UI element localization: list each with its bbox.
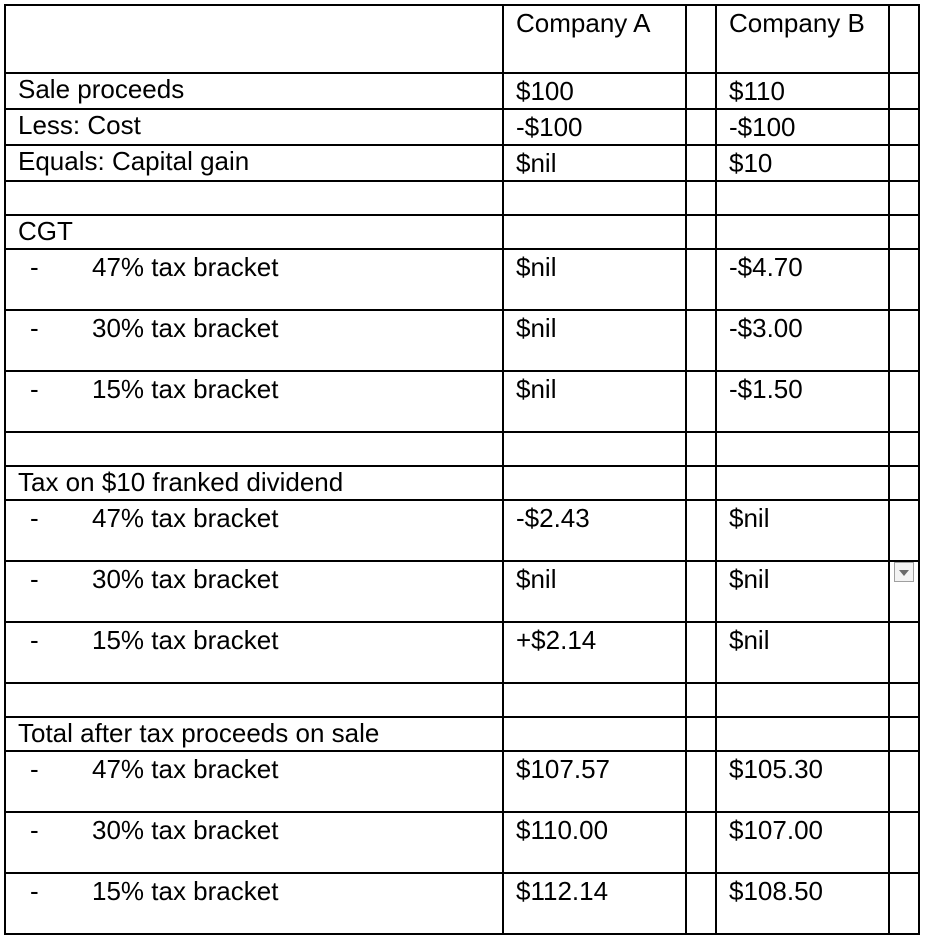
end-cell[interactable] xyxy=(889,215,919,249)
table-row xyxy=(5,310,919,371)
empty-cell[interactable] xyxy=(503,466,686,500)
empty-cell[interactable] xyxy=(716,215,889,249)
row-label[interactable] xyxy=(5,561,503,622)
gap-cell[interactable] xyxy=(686,561,716,622)
company-a-value[interactable]: $nil xyxy=(503,310,686,371)
row-label[interactable]: Less: Cost xyxy=(5,109,503,145)
empty-cell[interactable] xyxy=(503,181,686,215)
row-label[interactable] xyxy=(5,249,503,310)
company-a-value[interactable]: $107.57 xyxy=(503,751,686,812)
table-row xyxy=(5,249,919,310)
chevron-down-icon[interactable] xyxy=(894,562,914,582)
section-row xyxy=(5,215,919,249)
bracket-label: 47% tax bracket xyxy=(92,754,279,784)
gap-cell[interactable] xyxy=(686,310,716,371)
row-label[interactable] xyxy=(5,873,503,934)
gap-cell[interactable] xyxy=(686,466,716,500)
bracket-label: 15% tax bracket xyxy=(92,876,279,906)
table-row xyxy=(5,812,919,873)
empty-cell[interactable] xyxy=(503,683,686,717)
section-label[interactable]: CGT xyxy=(5,215,503,249)
end-cell[interactable] xyxy=(889,249,919,310)
gap-cell[interactable] xyxy=(686,73,716,109)
gap-cell[interactable] xyxy=(686,145,716,181)
table-row xyxy=(5,622,919,683)
gap-cell[interactable] xyxy=(686,873,716,934)
list-dash: - xyxy=(30,815,39,845)
bracket-label: 30% tax bracket xyxy=(92,815,279,845)
empty-cell[interactable] xyxy=(5,181,503,215)
list-dash: - xyxy=(30,374,39,404)
end-cell[interactable] xyxy=(889,310,919,371)
row-label[interactable] xyxy=(5,371,503,432)
bracket-label: 15% tax bracket xyxy=(92,625,279,655)
bracket-label: 30% tax bracket xyxy=(92,564,279,594)
end-cell[interactable] xyxy=(889,466,919,500)
header-company-a[interactable]: Company A xyxy=(503,5,686,73)
header-company-b[interactable]: Company B xyxy=(716,5,889,73)
bracket-label: 15% tax bracket xyxy=(92,374,279,404)
company-b-value[interactable]: $105.30 xyxy=(716,751,889,812)
gap-cell[interactable] xyxy=(686,215,716,249)
company-a-value[interactable]: +$2.14 xyxy=(503,622,686,683)
row-label[interactable] xyxy=(5,500,503,561)
gap-cell[interactable] xyxy=(686,683,716,717)
table-row xyxy=(5,561,919,622)
empty-cell[interactable] xyxy=(503,215,686,249)
company-a-value[interactable]: -$100 xyxy=(503,109,686,145)
end-cell[interactable] xyxy=(889,683,919,717)
bracket-label: 47% tax bracket xyxy=(92,503,279,533)
gap-cell[interactable] xyxy=(686,717,716,751)
empty-cell[interactable] xyxy=(716,181,889,215)
gap-cell[interactable] xyxy=(686,249,716,310)
end-cell[interactable] xyxy=(889,500,919,561)
company-b-value[interactable]: -$100 xyxy=(716,109,889,145)
tax-comparison-table xyxy=(4,4,920,935)
empty-cell[interactable] xyxy=(503,432,686,466)
gap-cell[interactable] xyxy=(686,181,716,215)
gap-cell[interactable] xyxy=(686,812,716,873)
end-cell[interactable] xyxy=(889,812,919,873)
company-b-value[interactable]: $nil xyxy=(716,561,889,622)
row-label[interactable]: Equals: Capital gain xyxy=(5,145,503,181)
end-cell[interactable] xyxy=(889,622,919,683)
end-cell[interactable] xyxy=(889,181,919,215)
table-row xyxy=(5,873,919,934)
empty-cell[interactable] xyxy=(716,466,889,500)
empty-cell[interactable] xyxy=(5,683,503,717)
empty-cell[interactable] xyxy=(716,717,889,751)
end-cell[interactable] xyxy=(889,145,919,181)
company-b-value[interactable]: -$4.70 xyxy=(716,249,889,310)
company-a-value[interactable]: $nil xyxy=(503,249,686,310)
table-row xyxy=(5,73,919,109)
company-b-value[interactable]: $108.50 xyxy=(716,873,889,934)
section-label[interactable]: Tax on $10 franked dividend xyxy=(5,466,503,500)
table-row xyxy=(5,109,919,145)
list-dash: - xyxy=(30,564,39,594)
company-b-value[interactable]: $nil xyxy=(716,500,889,561)
table-row xyxy=(5,500,919,561)
company-b-value[interactable]: $nil xyxy=(716,622,889,683)
end-cell[interactable] xyxy=(889,5,919,73)
bracket-label: 47% tax bracket xyxy=(92,252,279,282)
empty-cell[interactable] xyxy=(503,717,686,751)
company-a-value[interactable]: $112.14 xyxy=(503,873,686,934)
gap-cell[interactable] xyxy=(686,109,716,145)
spacer-row xyxy=(5,181,919,215)
end-cell[interactable] xyxy=(889,717,919,751)
empty-cell[interactable] xyxy=(716,432,889,466)
table-row xyxy=(5,371,919,432)
company-a-value[interactable]: $100 xyxy=(503,73,686,109)
end-cell[interactable] xyxy=(889,109,919,145)
gap-cell[interactable] xyxy=(686,5,716,73)
list-dash: - xyxy=(30,503,39,533)
gap-cell[interactable] xyxy=(686,371,716,432)
company-a-value[interactable]: $nil xyxy=(503,371,686,432)
company-b-value[interactable]: -$3.00 xyxy=(716,310,889,371)
gap-cell[interactable] xyxy=(686,432,716,466)
bracket-label: 30% tax bracket xyxy=(92,313,279,343)
company-b-value[interactable]: -$1.50 xyxy=(716,371,889,432)
table-row xyxy=(5,145,919,181)
end-cell[interactable] xyxy=(889,73,919,109)
row-label[interactable] xyxy=(5,751,503,812)
gap-cell[interactable] xyxy=(686,500,716,561)
company-b-value[interactable]: $107.00 xyxy=(716,812,889,873)
company-a-value[interactable]: $110.00 xyxy=(503,812,686,873)
row-label[interactable] xyxy=(5,812,503,873)
spacer-row xyxy=(5,432,919,466)
header-row xyxy=(5,5,919,73)
list-dash: - xyxy=(30,876,39,906)
section-label[interactable]: Total after tax proceeds on sale xyxy=(5,717,503,751)
list-dash: - xyxy=(30,313,39,343)
gap-cell[interactable] xyxy=(686,751,716,812)
row-label[interactable] xyxy=(5,622,503,683)
company-b-value[interactable]: $10 xyxy=(716,145,889,181)
empty-cell[interactable] xyxy=(716,683,889,717)
end-cell[interactable] xyxy=(889,432,919,466)
end-cell[interactable] xyxy=(889,751,919,812)
section-row xyxy=(5,466,919,500)
list-dash: - xyxy=(30,754,39,784)
company-a-value[interactable]: $nil xyxy=(503,145,686,181)
row-label[interactable] xyxy=(5,310,503,371)
header-blank-cell[interactable] xyxy=(5,5,503,73)
list-dash: - xyxy=(30,252,39,282)
company-b-value[interactable]: $110 xyxy=(716,73,889,109)
list-dash: - xyxy=(30,625,39,655)
spacer-row xyxy=(5,683,919,717)
company-a-value[interactable]: $nil xyxy=(503,561,686,622)
company-a-value[interactable]: -$2.43 xyxy=(503,500,686,561)
end-cell[interactable] xyxy=(889,873,919,934)
section-row xyxy=(5,717,919,751)
table-row xyxy=(5,751,919,812)
row-label[interactable]: Sale proceeds xyxy=(5,73,503,109)
empty-cell[interactable] xyxy=(5,432,503,466)
end-cell[interactable] xyxy=(889,371,919,432)
gap-cell[interactable] xyxy=(686,622,716,683)
